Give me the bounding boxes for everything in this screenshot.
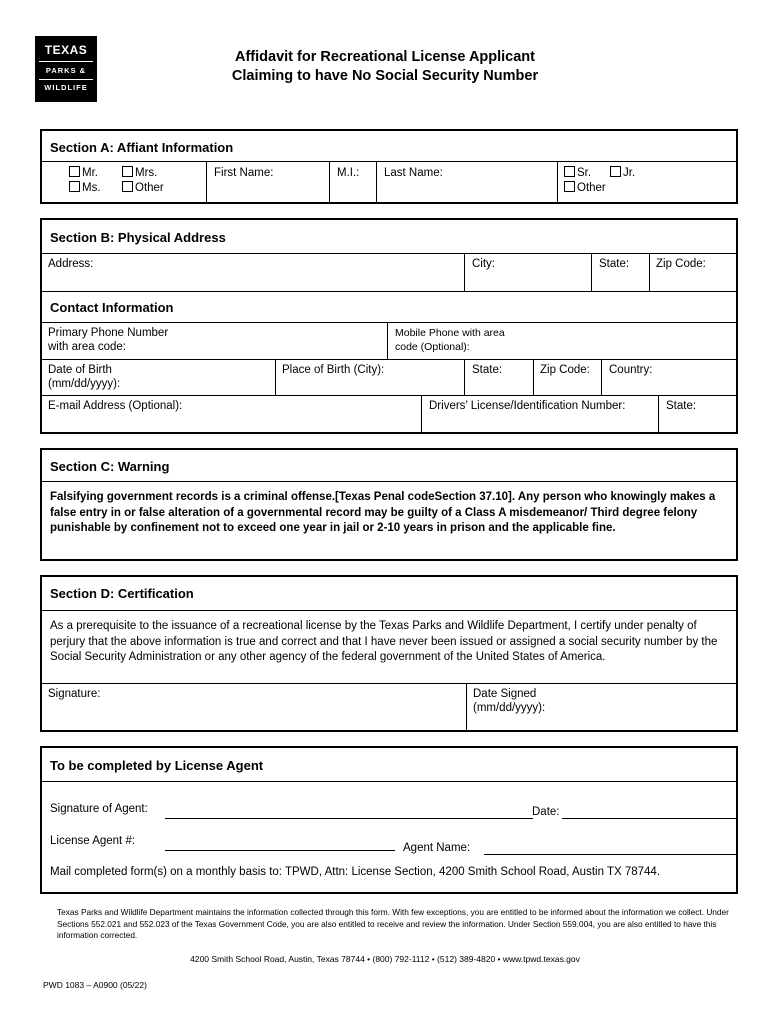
suffix-other[interactable]: Other bbox=[564, 181, 606, 194]
suffix-jr[interactable]: Jr. bbox=[610, 166, 635, 179]
dl-state-field[interactable]: State: bbox=[666, 400, 697, 412]
section-c-heading: Section C: Warning bbox=[50, 459, 170, 474]
dl-number-field[interactable]: Drivers’ License/Identification Number: bbox=[429, 400, 626, 412]
section-b bbox=[40, 218, 738, 434]
agency-address: 4200 Smith School Road, Austin, Texas 78744 • (800) 792-1112 • (512) 389-4820 • www.tpwd.texas.gov bbox=[190, 954, 580, 964]
warning-text: Falsifying government records is a criminal offense.[Texas Penal codeSection 37.10]. Any person who knowingly makes a false entry in or false alteration of a governmental record may be guilty of a Class A misdemeanor/ Third degree felony punishable by confinement not to exceed one year in jail or 2-10 years in prison and the applicable fine. bbox=[50, 491, 716, 534]
state-field[interactable]: State: bbox=[599, 258, 630, 270]
signature-field[interactable]: Signature: bbox=[48, 688, 101, 700]
mail-instructions: Mail completed form(s) on a monthly basis to: TPWD, Attn: License Section, 4200 Smith School Road, Austin TX 78744. bbox=[50, 866, 661, 878]
checkbox-jr[interactable] bbox=[610, 166, 621, 177]
agent-heading: To be completed by License Agent bbox=[50, 758, 264, 773]
logo-line-texas: TEXAS bbox=[44, 43, 88, 57]
agent-signature-label: Signature of Agent: bbox=[50, 803, 148, 815]
prefix-mr[interactable]: Mr. bbox=[69, 166, 98, 179]
checkbox-mr[interactable] bbox=[69, 166, 80, 177]
checkbox-prefix-other[interactable] bbox=[122, 181, 133, 192]
logo-line-parks: PARKS & bbox=[39, 61, 93, 75]
dob-field[interactable]: Date of Birth (mm/dd/yyyy): bbox=[48, 364, 121, 390]
license-agent-label: License Agent #: bbox=[50, 835, 136, 847]
form-title bbox=[160, 48, 610, 86]
section-c bbox=[40, 448, 738, 561]
suffix-sr[interactable]: Sr. bbox=[564, 166, 591, 179]
checkbox-ms[interactable] bbox=[69, 181, 80, 192]
agent-signature-line[interactable] bbox=[165, 818, 533, 819]
checkbox-sr[interactable] bbox=[564, 166, 575, 177]
agent-section bbox=[40, 746, 738, 894]
form-title-line2: Claiming to have No Social Security Number bbox=[231, 68, 539, 84]
contact-heading: Contact Information bbox=[50, 300, 174, 315]
primary-phone-field[interactable]: Primary Phone Number with area code: bbox=[48, 327, 169, 353]
license-agent-line[interactable] bbox=[165, 850, 395, 851]
zip-field[interactable]: Zip Code: bbox=[656, 258, 706, 270]
pob-zip-field[interactable]: Zip Code: bbox=[540, 364, 590, 376]
checkbox-mrs[interactable] bbox=[122, 166, 133, 177]
mi-field[interactable]: M.I.: bbox=[337, 167, 360, 179]
pob-field[interactable]: Place of Birth (City): bbox=[282, 364, 385, 376]
section-b-heading: Section B: Physical Address bbox=[50, 230, 226, 245]
prefix-other[interactable]: Other bbox=[122, 181, 164, 194]
mobile-phone-field[interactable]: Mobile Phone with area code (Optional): bbox=[395, 327, 505, 353]
section-a bbox=[40, 129, 738, 204]
agent-date-line[interactable] bbox=[562, 818, 736, 819]
section-d-heading: Section D: Certification bbox=[50, 586, 194, 601]
form-title-line1: Affidavit for Recreational License Applicant bbox=[235, 49, 535, 65]
city-field[interactable]: City: bbox=[472, 258, 495, 270]
form-number: PWD 1083 – A0900 (05/22) bbox=[43, 980, 147, 990]
country-field[interactable]: Country: bbox=[609, 364, 653, 376]
logo-line-wildlife: WILDLIFE bbox=[39, 79, 93, 92]
checkbox-suffix-other[interactable] bbox=[564, 181, 575, 192]
section-d bbox=[40, 575, 738, 732]
prefix-ms[interactable]: Ms. bbox=[69, 181, 101, 194]
certification-text: As a prerequisite to the issuance of a recreational license by the Texas Parks and Wildlife Department, I certify under penalty of perjury that the above information is true and correct and that I have never been issued or assigned a social security number by the Social Security Administration or any other agency of the federal government of the United States of America. bbox=[50, 620, 718, 663]
prefix-mrs[interactable]: Mrs. bbox=[122, 166, 157, 179]
section-a-heading: Section A: Affiant Information bbox=[50, 140, 234, 155]
agent-name-label: Agent Name: bbox=[403, 842, 471, 854]
pob-state-field[interactable]: State: bbox=[472, 364, 503, 376]
last-name-field[interactable]: Last Name: bbox=[384, 167, 443, 179]
email-field[interactable]: E-mail Address (Optional): bbox=[48, 400, 183, 412]
tpwd-logo bbox=[35, 36, 97, 102]
first-name-field[interactable]: First Name: bbox=[214, 167, 274, 179]
agent-date-label: Date: bbox=[532, 806, 560, 818]
address-field[interactable]: Address: bbox=[48, 258, 94, 270]
date-signed-field[interactable]: Date Signed (mm/dd/yyyy): bbox=[473, 688, 546, 714]
agent-name-line[interactable] bbox=[484, 854, 736, 855]
privacy-notice: Texas Parks and Wildlife Department maintains the information collected through this form. With few exceptions, you are entitled to be informed about the information we collect. Under Sections 552.021 and 552.023 of the Texas Government Code, you are also entitled to receive and review the information. Under Section 559.004, you are also entitled to have this information corrected. bbox=[57, 907, 729, 940]
